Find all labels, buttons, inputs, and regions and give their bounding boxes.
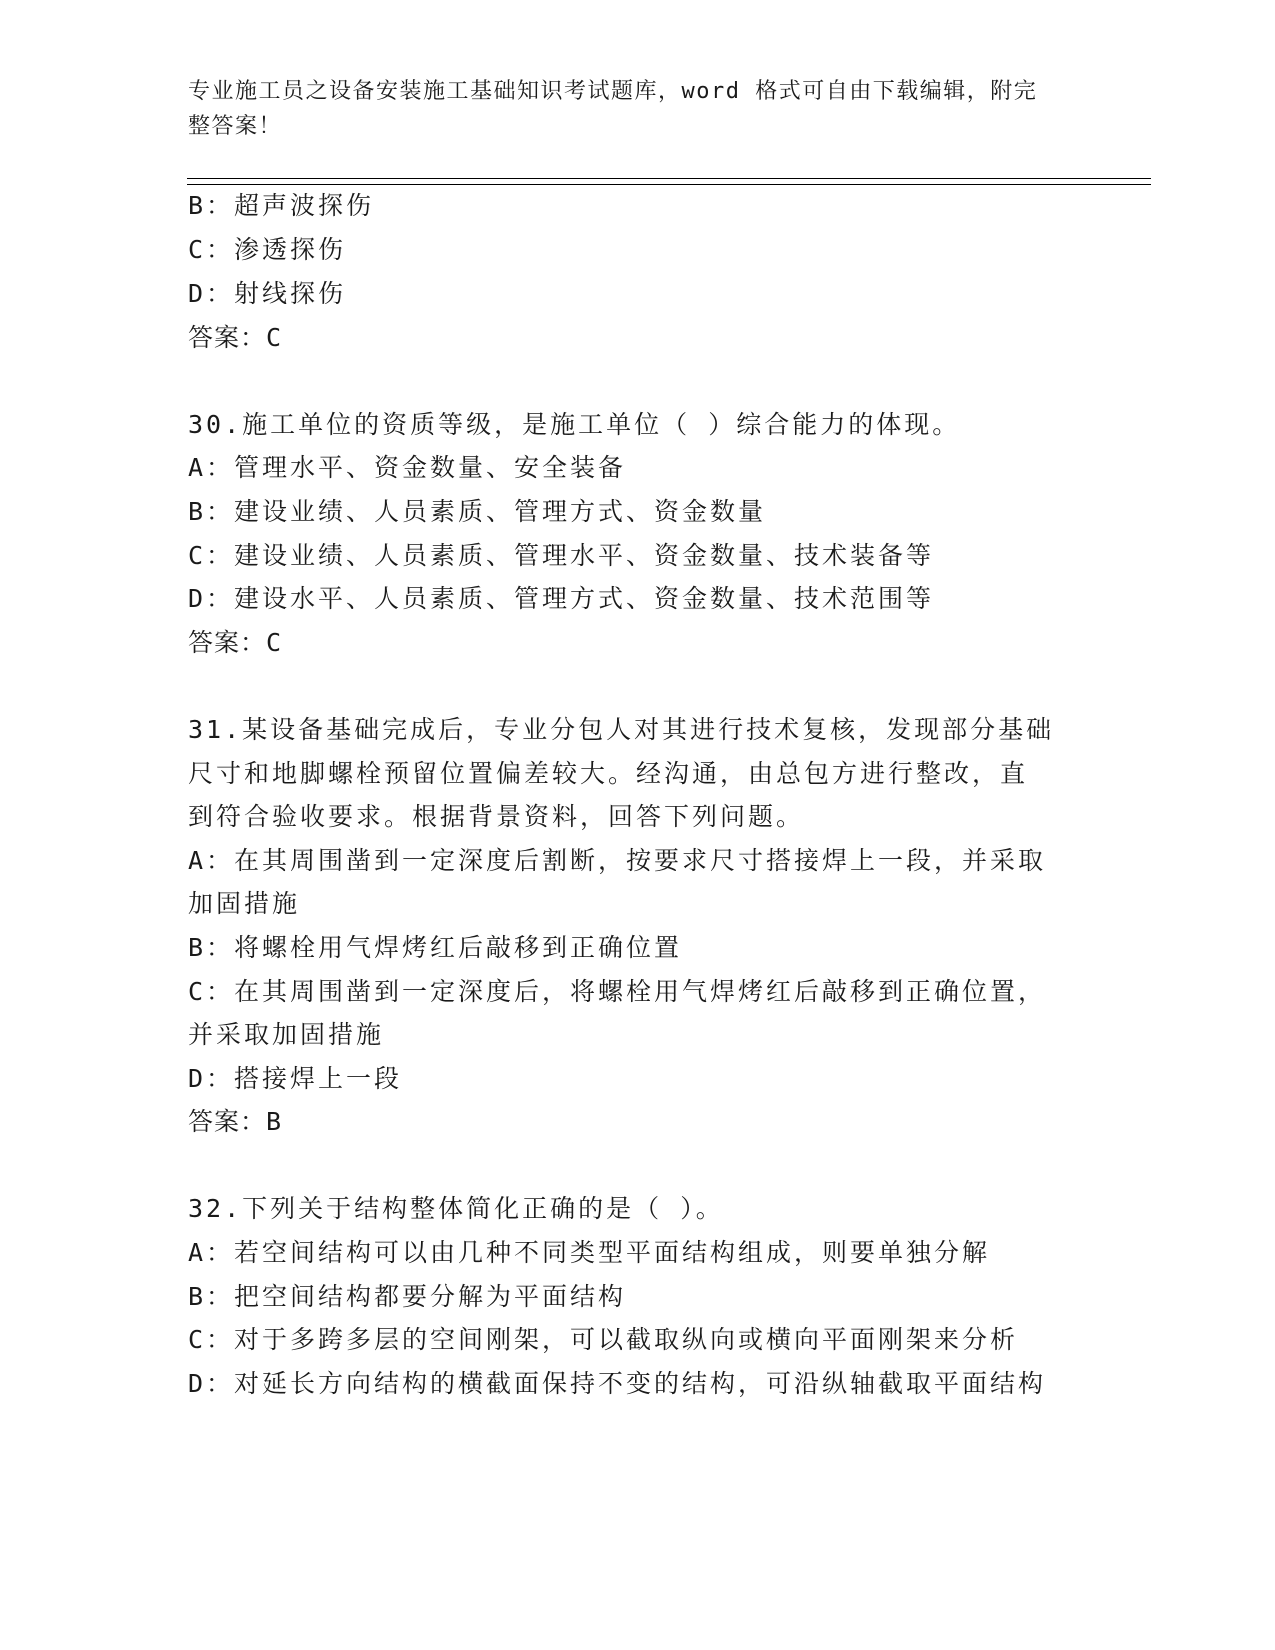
q30-option-b: B：建设业绩、人员素质、管理方式、资金数量 — [188, 497, 767, 526]
q31-option-a-line-1: A：在其周围凿到一定深度后割断，按要求尺寸搭接焊上一段，并采取 — [188, 846, 1047, 875]
q30-option-c: C：建设业绩、人员素质、管理水平、资金数量、技术装备等 — [188, 541, 935, 570]
header-line-2: 整答案！ — [188, 114, 283, 139]
q29-option-b: B：超声波探伤 — [188, 191, 375, 220]
q32-option-c: C：对于多跨多层的空间刚架，可以截取纵向或横向平面刚架来分析 — [188, 1325, 1019, 1354]
q29-option-d: D：射线探伤 — [188, 279, 347, 308]
q29-answer: 答案：C — [188, 323, 283, 352]
q32-option-a: A：若空间结构可以由几种不同类型平面结构组成，则要单独分解 — [188, 1238, 991, 1267]
header-line-1: 专业施工员之设备安装施工基础知识考试题库，word 格式可自由下载编辑，附完 — [188, 79, 1038, 104]
q32-option-d: D：对延长方向结构的横截面保持不变的结构，可沿纵轴截取平面结构 — [188, 1369, 1047, 1398]
q32-option-b: B：把空间结构都要分解为平面结构 — [188, 1282, 627, 1311]
q31-option-b: B：将螺栓用气焊烤红后敲移到正确位置 — [188, 933, 683, 962]
q31-option-d: D：搭接焊上一段 — [188, 1064, 403, 1093]
q30-option-d: D：建设水平、人员素质、管理方式、资金数量、技术范围等 — [188, 584, 935, 613]
q31-option-c-line-1: C：在其周围凿到一定深度后，将螺栓用气焊烤红后敲移到正确位置， — [188, 977, 1047, 1006]
q31-answer: 答案：B — [188, 1107, 283, 1136]
q29-option-c: C：渗透探伤 — [188, 235, 347, 264]
q31-question-line-1: 31.某设备基础完成后，专业分包人对其进行技术复核，发现部分基础 — [188, 715, 1055, 744]
q32-question: 32.下列关于结构整体简化正确的是（ ）。 — [188, 1194, 724, 1223]
header-divider-bottom — [187, 184, 1151, 185]
q31-option-c-line-2: 并采取加固措施 — [188, 1020, 385, 1049]
q31-option-a-line-2: 加固措施 — [188, 889, 301, 918]
q30-answer: 答案：C — [188, 628, 283, 657]
header-divider-top — [187, 178, 1151, 179]
q30-question: 30.施工单位的资质等级，是施工单位（ ）综合能力的体现。 — [188, 410, 961, 439]
q30-option-a: A：管理水平、资金数量、安全装备 — [188, 453, 627, 482]
document-header — [188, 74, 1068, 144]
q31-question-line-2: 尺寸和地脚螺栓预留位置偏差较大。经沟通，由总包方进行整改，直 — [188, 759, 1029, 788]
q31-question-line-3: 到符合验收要求。根据背景资料，回答下列问题。 — [188, 802, 805, 831]
